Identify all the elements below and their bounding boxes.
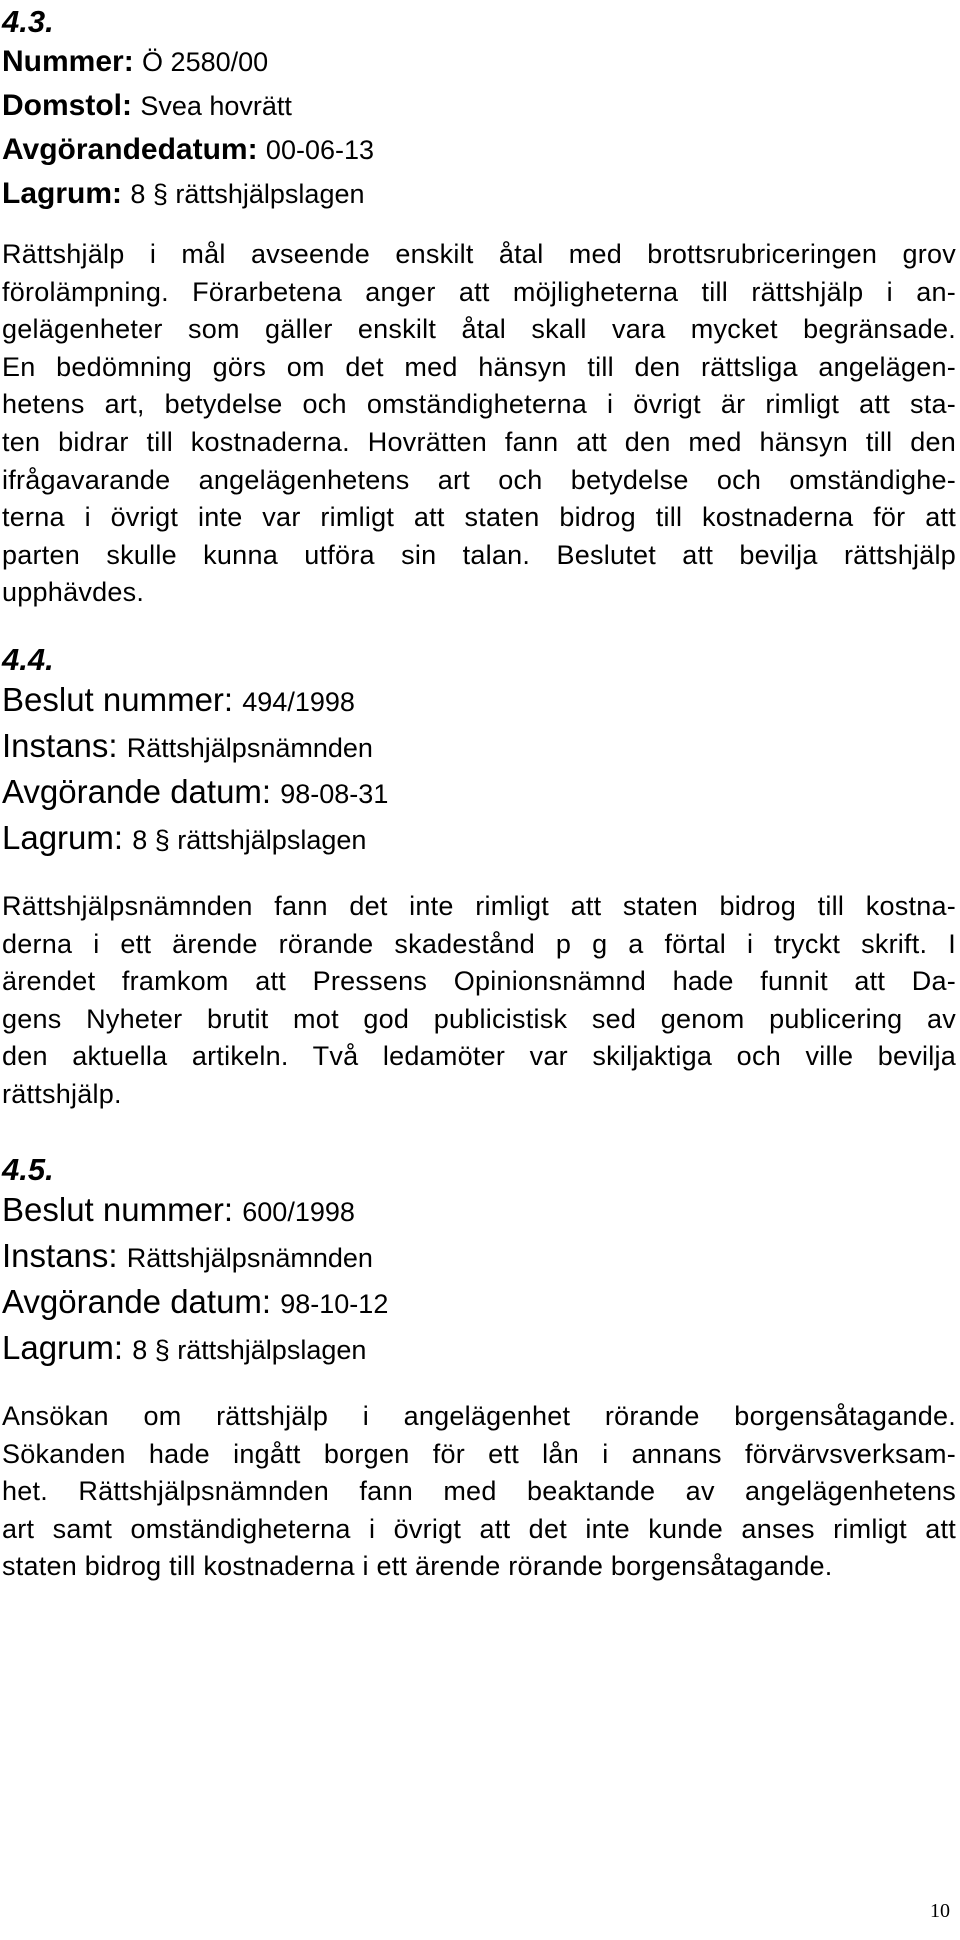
meta-line-law: Lagrum: 8 § rättshjälpslagen (2, 819, 367, 856)
meta-line-number: Nummer: Ö 2580/00 (2, 45, 269, 78)
meta-line-decision-number: Beslut nummer: 494/1998 (2, 681, 355, 718)
section-number: 4.3. (2, 4, 54, 39)
case-summary-paragraph: Ansökan om rättshjälp i angelägenhet rörande borgensåtagande. Sökanden hade ingått borgen för ett lån i annans förvärvsverksam- het. Rättshjälpsnämnden fann med beaktande av angelägenhetens art samt omständigheterna i övrigt att det inte kunde anses rimligt att staten bidrog till kostnaderna i ett ärende rörande borgensåtagande. (2, 1401, 956, 1582)
section-4-5 (2, 1152, 956, 1582)
meta-line-court: Domstol: Svea hovrätt (2, 89, 292, 122)
case-summary-paragraph: Rättshjälp i mål avseende enskilt åtal med brottsrubriceringen grov förolämpning. Förarbetena anger att möjligheterna till rättshjälp i an- gelägenheter som gäller enskilt åtal skall vara mycket begränsade. En bedömning görs om det med hänsyn till den rättsliga angelägen- hetens art, betydelse och omständigheterna i övrigt är rimligt att sta- ten bidrar till kostnaderna. Hovrätten fann att den med hänsyn till den ifrågavarande angelägenhetens art och betydelse och omständighe- terna i övrigt inte var rimligt att staten bidrog till kostnaderna för att parten skulle kunna utföra sin talan. Beslutet att bevilja rättshjälp upphävdes. (2, 239, 956, 608)
meta-line-instance: Instans: Rättshjälpsnämnden (2, 727, 373, 764)
meta-line-date: Avgörande datum: 98-10-12 (2, 1283, 389, 1320)
case-metadata (2, 40, 374, 216)
meta-line-date: Avgörande datum: 98-08-31 (2, 773, 389, 810)
section-4-3 (2, 4, 956, 608)
case-metadata (2, 678, 388, 862)
case-summary-paragraph: Rättshjälpsnämnden fann det inte rimligt att staten bidrog till kostna- derna i ett ärende rörande skadestånd p g a förtal i tryckt skrift. I ärendet framkom att Pressens Opinionsnämnd hade funnit att Da- gens Nyheter brutit mot god publicistisk sed genom publicering av den aktuella artikeln. Två ledamöter var skiljaktiga och ville bevilja rättshjälp. (2, 891, 956, 1109)
case-metadata (2, 1188, 388, 1372)
section-number: 4.4. (2, 642, 54, 677)
meta-line-law: Lagrum: 8 § rättshjälpslagen (2, 1329, 367, 1366)
section-number: 4.5. (2, 1152, 54, 1187)
page-number: 10 (930, 1900, 950, 1922)
meta-line-instance: Instans: Rättshjälpsnämnden (2, 1237, 373, 1274)
meta-line-decision-number: Beslut nummer: 600/1998 (2, 1191, 355, 1228)
section-4-4 (2, 642, 956, 1109)
meta-line-law: Lagrum: 8 § rättshjälpslagen (2, 177, 365, 210)
meta-line-date: Avgörandedatum: 00-06-13 (2, 133, 375, 166)
